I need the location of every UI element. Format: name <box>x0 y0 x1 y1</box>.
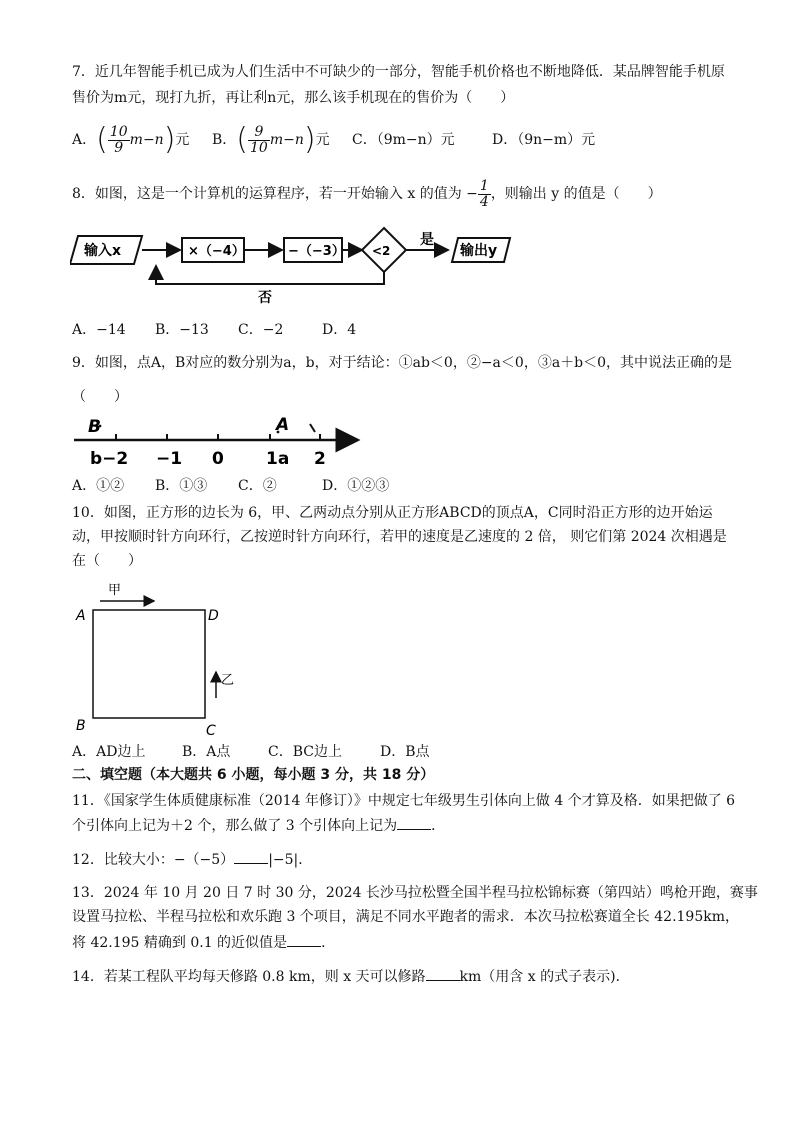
flow-no-label: 否 <box>258 290 272 306</box>
nl-tick-minus-1: −1 <box>156 449 183 468</box>
vertex-d: D <box>208 608 219 624</box>
vertex-b: B <box>76 718 86 734</box>
flow-output-box <box>452 238 510 262</box>
q9-option-b: B．①③ <box>155 478 208 494</box>
q7-b-denominator: 10 <box>250 139 268 156</box>
q7-stem-line1: 7．近几年智能手机已成为人们生活中不可缺少的一部分，智能手机价格也不断地降低．某品牌智能手机原 <box>72 64 725 80</box>
q7-a-denominator: 9 <box>114 139 124 156</box>
q8-option-d: D．4 <box>322 322 357 338</box>
q11-line1: 11．《国家学生体质健康标准（2014 年修订）》中规定七年级男生引体向上做 4 个才算及格．如果把做了 6 <box>72 793 736 809</box>
vertex-a: A <box>76 608 86 624</box>
q13-line1: 13．2024 年 10 月 20 日 7 时 30 分，2024 长沙马拉松暨全国半程马拉松锦标赛（第四站）鸣枪开跑，赛事 <box>72 885 758 901</box>
q10-stem-line1: 10．如图，正方形的边长为 6，甲、乙两动点分别从正方形ABCD的顶点A，C同时沿正方形的边开始运 <box>72 505 713 521</box>
nl-point-b-label: B <box>88 417 101 437</box>
flow-output-label: 输出y <box>460 243 498 259</box>
q7-option-b: B．( $\frac{9}{10}$ m−n)元 <box>212 122 330 157</box>
section-fill-blank-heading: 二、填空题（本大题共 6 小题，每小题 3 分，共 18 分） <box>72 767 435 783</box>
label-yi: 乙 <box>221 673 235 688</box>
q10-stem-line3: 在（ ） <box>72 553 142 569</box>
q9-option-c: C．② <box>238 478 277 494</box>
q10-stem-line2: 动，甲按顺时针方向环行，乙按逆时针方向环行，若甲的速度是乙速度的 2 倍， 则它们第 2024 次相遇是 <box>72 529 727 545</box>
q9-option-d: D．①②③ <box>322 478 390 494</box>
q8-option-c: C．−2 <box>238 322 284 338</box>
q8-stem: 8．如图，这是一个计算机的运算程序，若一开始输入 x 的值为 − $\frac{1}{4}$ ，则输出 y 的值是（ ） <box>72 177 662 210</box>
q10-option-c: C．BC边上 <box>268 744 342 760</box>
q11-answer-blank[interactable] <box>397 815 431 830</box>
flow-yes-label: 是 <box>420 232 434 248</box>
nl-point-a-label: A <box>276 415 290 435</box>
flow-condition-label: <2 <box>372 244 391 258</box>
q9-stem-line2: （ ） <box>72 389 128 405</box>
q12-answer-blank[interactable] <box>234 849 268 864</box>
nl-tick-b-minus-2: b−2 <box>90 449 129 468</box>
q13-line2: 设置马拉松、半程马拉松和欢乐跑 3 个项目，满足不同水平跑者的需求．本次马拉松赛道全长 42.195km， <box>72 909 740 925</box>
q13-line3: 将 42.195 精确到 0.1 的近似值是 ． <box>72 932 335 953</box>
q7-b-numerator: 9 <box>248 125 270 141</box>
q9-option-a: A．①② <box>72 478 125 494</box>
q7-option-d: D．（9n−m）元 <box>492 132 596 148</box>
q10-option-a: A．AD边上 <box>72 744 146 760</box>
vertex-c: C <box>206 723 216 739</box>
q10-option-b: B．A点 <box>182 744 231 760</box>
q8-option-a: A．−14 <box>72 322 126 338</box>
q7-stem-line2: 售价为m元，现打九折，再让利n元，那么该手机现在的售价为（ ） <box>72 90 515 106</box>
q10-square-figure <box>70 578 240 742</box>
q14-answer-blank[interactable] <box>426 966 460 981</box>
q7-a-numerator: 10 <box>109 123 128 140</box>
flow-condition-diamond <box>362 228 406 272</box>
nl-tick-1a: 1a <box>266 449 290 468</box>
q10-option-d: D．B点 <box>380 744 430 760</box>
q11-line2: 个引体向上记为＋2 个，那么做了 3 个引体向上记为 ． <box>72 815 445 836</box>
q14-line: 14．若某工程队平均每天修路 0.8 km，则 x 天可以修路 km（用含 x 的式子表示)． <box>72 966 630 987</box>
flow-subtract-box <box>284 238 345 262</box>
q7-option-a: A．( $\frac{10}{9}$ m−n)元 <box>72 122 190 157</box>
label-jia: 甲 <box>108 583 122 598</box>
q9-number-line <box>70 412 370 468</box>
q7-option-c: C．（9m−n）元 <box>352 132 455 148</box>
q13-answer-blank[interactable] <box>287 932 321 947</box>
flow-subtract-label: −（−3） <box>288 244 345 259</box>
flow-input-label: 输入x <box>84 243 122 259</box>
flow-input-box <box>70 236 142 264</box>
q8-flowchart <box>70 226 520 306</box>
q8-option-b: B．−13 <box>155 322 209 338</box>
nl-tick-2: 2 <box>314 449 326 468</box>
nl-tick-0: 0 <box>212 449 224 468</box>
q9-stem-line1: 9．如图，点A，B对应的数分别为a，b，对于结论：①ab＜0，②−a＜0，③a＋b＜0，其中说法正确的是 <box>72 355 733 371</box>
flow-multiply-label: ×（−4） <box>188 244 245 259</box>
q12-line: 12．比较大小：−（−5） |−5|． <box>72 849 312 870</box>
flow-multiply-box <box>182 238 245 262</box>
